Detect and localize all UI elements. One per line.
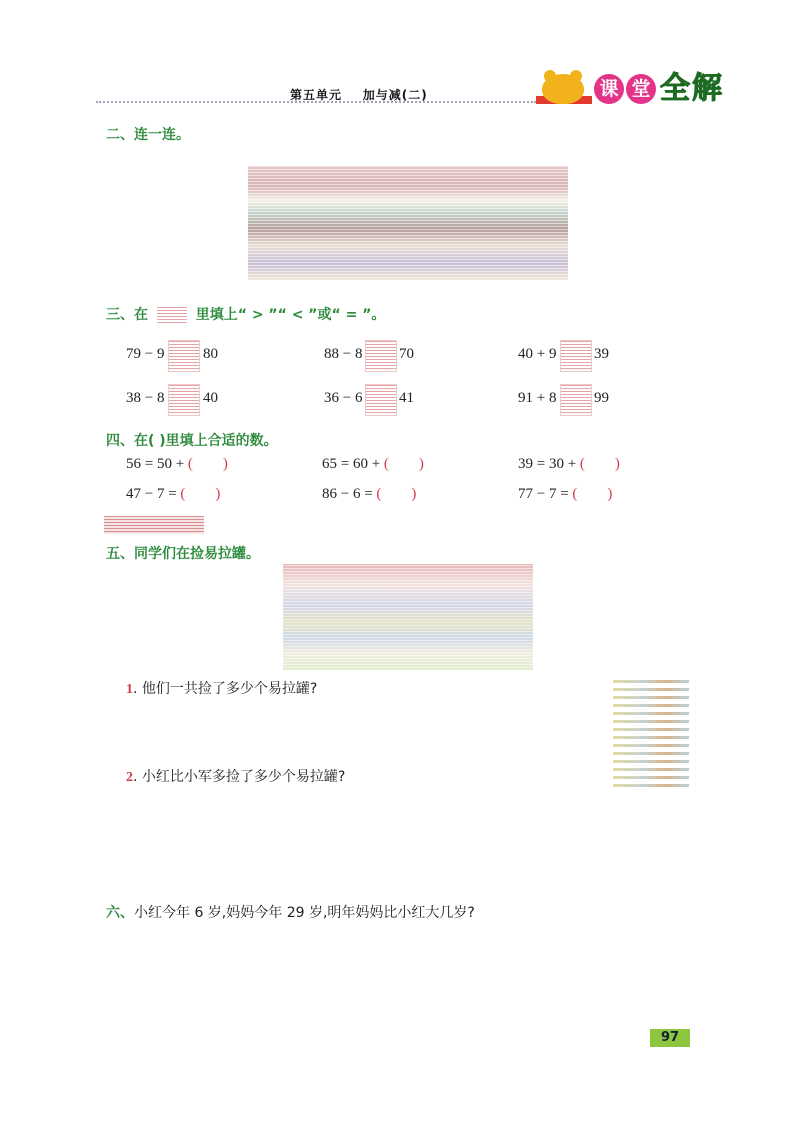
compare-answer-box[interactable] xyxy=(168,384,200,416)
fill-blank[interactable]: ( ) xyxy=(383,456,424,472)
compare-answer-box[interactable] xyxy=(560,340,592,372)
fill-blank[interactable]: ( ) xyxy=(376,486,417,502)
question-number: 2 xyxy=(126,770,133,785)
fill-blank[interactable]: ( ) xyxy=(572,486,613,502)
compare-answer-box[interactable] xyxy=(168,340,200,372)
section-6-text: 小红今年 6 岁,妈妈今年 29 岁,明年妈妈比小红大几岁? xyxy=(134,905,475,921)
compare-right: 99 xyxy=(594,390,609,406)
question-number: 1 xyxy=(126,682,133,697)
brand-char-2: 堂 xyxy=(626,74,656,104)
fill-left: 65 = 60 + xyxy=(322,456,384,472)
fill-expression xyxy=(126,456,228,473)
compare-right: 80 xyxy=(203,346,218,362)
fill-blank[interactable]: ( ) xyxy=(180,486,221,502)
question-1 xyxy=(126,678,317,698)
question-text: . 他们一共捡了多少个易拉罐? xyxy=(133,681,318,697)
brand-char-3: 全 xyxy=(660,71,690,106)
section-3-title xyxy=(106,304,385,325)
compare-right: 41 xyxy=(399,390,414,406)
brand-char-1: 课 xyxy=(594,74,624,104)
fill-expression xyxy=(518,486,612,503)
compare-right: 70 xyxy=(399,346,414,362)
section-3-title-post: 里填上“ > ”“ < ”或“ = ”。 xyxy=(195,307,386,323)
compare-box-sample xyxy=(157,305,187,325)
side-illustration xyxy=(613,678,689,792)
compare-answer-box[interactable] xyxy=(365,384,397,416)
question-2 xyxy=(126,766,345,786)
decorative-strip xyxy=(104,516,204,534)
compare-left: 38 − 8 xyxy=(126,390,165,406)
section-2-title: 二、连一连。 xyxy=(106,127,190,143)
fill-left: 39 = 30 + xyxy=(518,456,580,472)
question-text: . 小红比小军多捡了多少个易拉罐? xyxy=(133,769,346,785)
cans-illustration xyxy=(283,564,533,670)
brand-char-4: 解 xyxy=(692,71,722,106)
section-6-title: 六、 xyxy=(106,905,134,921)
section-6 xyxy=(106,902,475,922)
compare-left: 79 − 9 xyxy=(126,346,165,362)
section-5-title: 五、同学们在捡易拉罐。 xyxy=(106,546,260,562)
section-3-title-pre: 三、在 xyxy=(106,307,148,323)
fill-left: 77 − 7 = xyxy=(518,486,573,502)
compare-left: 91 + 8 xyxy=(518,390,557,406)
compare-left: 36 − 6 xyxy=(324,390,363,406)
compare-answer-box[interactable] xyxy=(560,384,592,416)
fill-expression xyxy=(322,486,416,503)
fill-expression xyxy=(518,456,620,473)
unit-title: 第五单元 加与减(二) xyxy=(290,88,428,102)
bear-mascot-icon xyxy=(542,74,584,104)
fill-blank[interactable]: ( ) xyxy=(187,456,228,472)
compare-right: 40 xyxy=(203,390,218,406)
fill-blank[interactable]: ( ) xyxy=(579,456,620,472)
fill-left: 56 = 50 + xyxy=(126,456,188,472)
fill-expression xyxy=(126,486,220,503)
page-number: 97 xyxy=(650,1029,690,1047)
matching-illustration xyxy=(248,166,568,280)
fill-left: 86 − 6 = xyxy=(322,486,377,502)
compare-answer-box[interactable] xyxy=(365,340,397,372)
fill-expression xyxy=(322,456,424,473)
section-4-title: 四、在( )里填上合适的数。 xyxy=(106,433,278,449)
header-divider xyxy=(96,101,536,103)
compare-left: 88 − 8 xyxy=(324,346,363,362)
compare-right: 39 xyxy=(594,346,609,362)
fill-left: 47 − 7 = xyxy=(126,486,181,502)
compare-left: 40 + 9 xyxy=(518,346,557,362)
brand-logo xyxy=(536,72,726,108)
